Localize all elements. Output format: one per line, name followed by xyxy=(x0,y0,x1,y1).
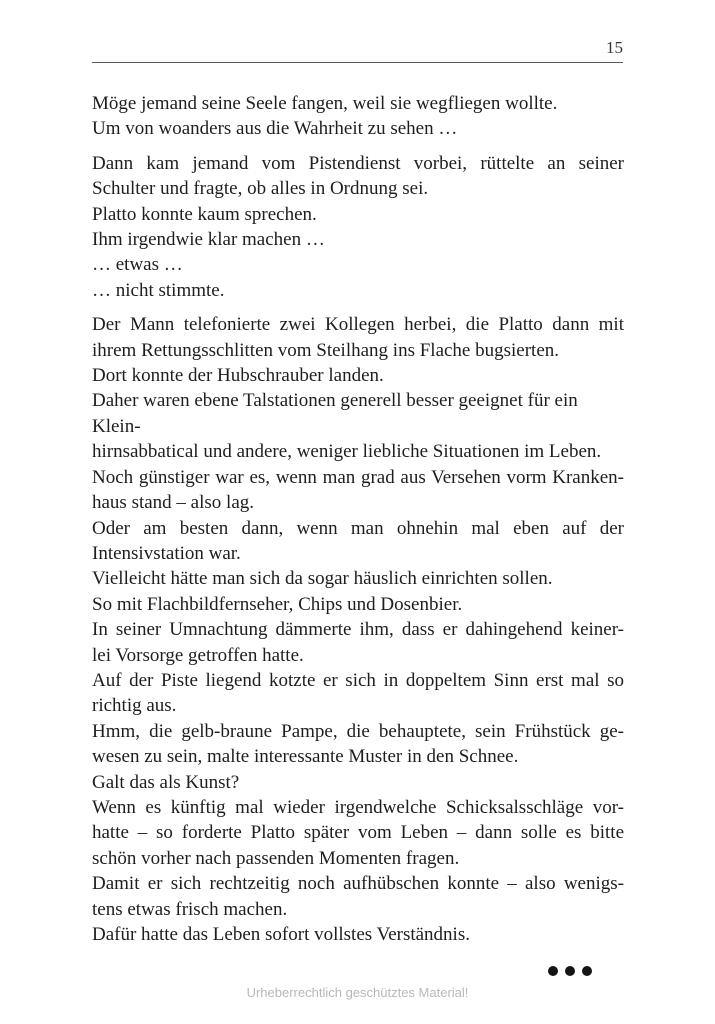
text-line: Daher waren ebene Talstationen generell besser geeignet für ein Klein- xyxy=(92,390,578,437)
text-line: hirnsabbatical und andere, weniger liebliche Situationen im Leben. xyxy=(92,441,602,463)
text-line: schön vorher nach passenden Momenten fragen. xyxy=(92,847,460,869)
body-text xyxy=(92,91,624,947)
text-line: wesen zu sein, malte interessante Muster in den Schnee. xyxy=(92,746,519,768)
text-line: Hmm, die gelb-braune Pampe, die behauptete, sein Frühstück ge- xyxy=(92,720,624,742)
text-line: Galt das als Kunst? xyxy=(92,771,240,793)
dot-icon xyxy=(565,966,575,976)
text-line: Wenn es künftig mal wieder irgendwelche Schicksalsschläge vor- xyxy=(92,796,624,818)
text-line: Dann kam jemand vom Pistendienst vorbei, rüttelte an seiner xyxy=(92,152,624,174)
text-line: hatte – so forderte Platto später vom Leben – dann solle es bitte xyxy=(92,822,624,844)
text-line: Damit er sich rechtzeitig noch aufhübschen konnte – also wenigs- xyxy=(92,873,624,895)
copyright-watermark: Urheberrechtlich geschütztes Material! xyxy=(246,985,469,1000)
paragraph xyxy=(92,312,624,947)
text-line: Platto konnte kaum sprechen. xyxy=(92,203,317,225)
text-line: Ihm irgendwie klar machen … xyxy=(92,229,325,251)
text-line: Der Mann telefonierte zwei Kollegen herbei, die Platto dann mit xyxy=(92,314,624,336)
text-line: Möge jemand seine Seele fangen, weil sie wegfliegen wollte. xyxy=(92,93,558,114)
text-line: Um von woanders aus die Wahrheit zu sehen … xyxy=(92,118,458,140)
paragraph xyxy=(92,91,624,142)
text-line: So mit Flachbildfernseher, Chips und Dosenbier. xyxy=(92,593,463,615)
text-line: Dafür hatte das Leben sofort vollstes Verständnis. xyxy=(92,924,470,945)
more-dots-icon xyxy=(548,966,592,976)
text-line: Dort konnte der Hubschrauber landen. xyxy=(92,365,384,387)
paragraph xyxy=(92,151,624,303)
dot-icon xyxy=(548,966,558,976)
text-line: Auf der Piste liegend kotzte er sich in doppeltem Sinn erst mal so xyxy=(92,669,624,691)
text-line: … nicht stimmte. xyxy=(92,279,225,301)
text-line: haus stand – also lag. xyxy=(92,492,255,514)
text-line: Oder am besten dann, wenn man ohnehin mal eben auf der xyxy=(92,517,624,539)
text-line: tens etwas frisch machen. xyxy=(92,898,288,920)
text-line: Noch günstiger war es, wenn man grad aus Versehen vorm Kranken- xyxy=(92,466,624,488)
text-line: … etwas … xyxy=(92,254,183,276)
dot-icon xyxy=(582,966,592,976)
page-number: 15 xyxy=(606,38,623,57)
header-rule xyxy=(92,62,623,63)
text-line: lei Vorsorge getroffen hatte. xyxy=(92,644,304,666)
text-line: Schulter und fragte, ob alles in Ordnung sei. xyxy=(92,178,429,200)
text-line: Vielleicht hätte man sich da sogar häuslich einrichten sollen. xyxy=(92,568,553,590)
text-line: Intensivstation war. xyxy=(92,542,241,564)
text-line: richtig aus. xyxy=(92,695,177,717)
text-line: In seiner Umnachtung dämmerte ihm, dass er dahingehend keiner- xyxy=(92,619,624,641)
text-line: ihrem Rettungsschlitten vom Steilhang ins Flache bugsierten. xyxy=(92,339,560,361)
